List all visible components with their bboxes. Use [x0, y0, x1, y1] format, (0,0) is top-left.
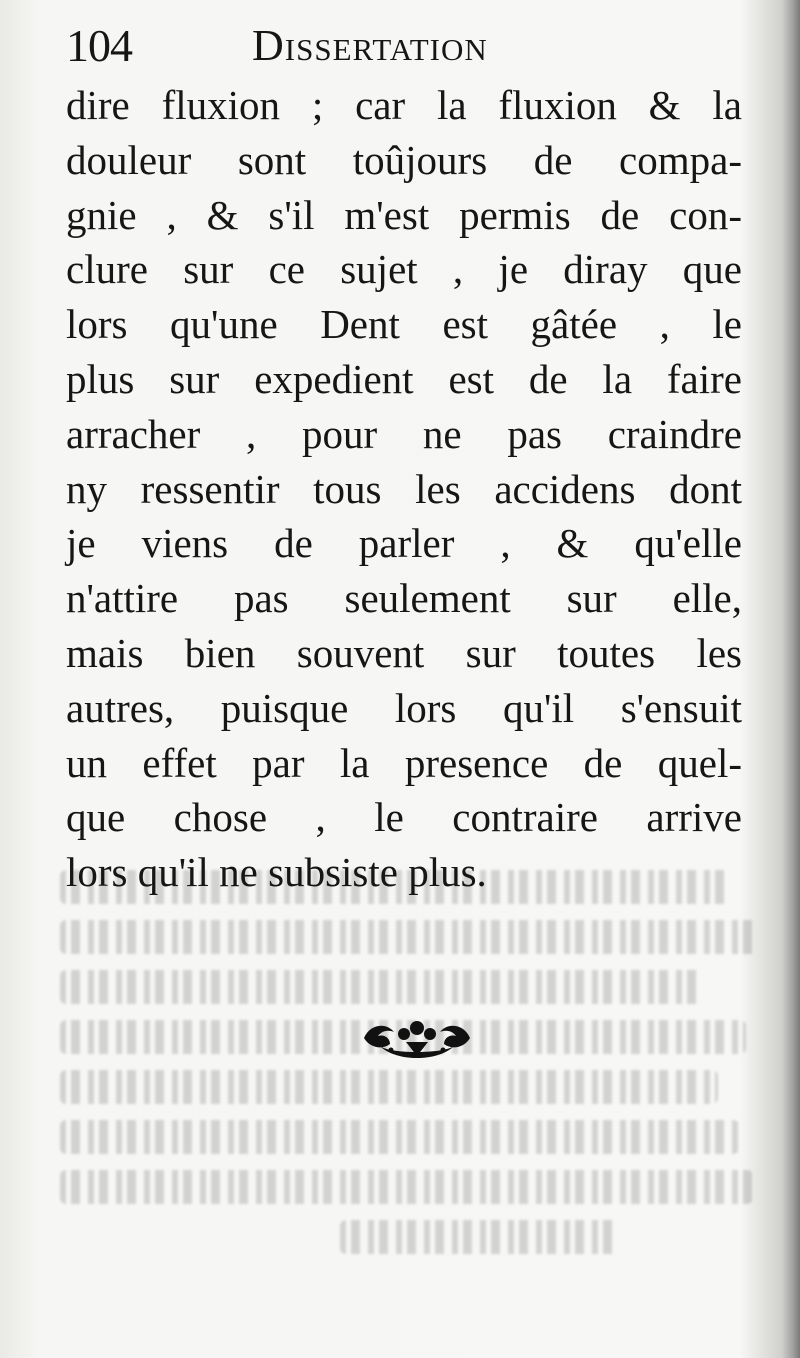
text-line: dire fluxion ; car la fluxion & la: [66, 82, 742, 128]
text-line: autres, puisque lors qu'il s'ensuit: [66, 684, 742, 731]
text-line: lors qu'une Dent est gâtée , le: [66, 301, 742, 348]
page-number: 104: [66, 20, 132, 71]
text-line: que chose , le contraire arrive: [66, 794, 742, 841]
text-line: douleur sont toûjours de compa-: [66, 136, 742, 183]
show-through-text: [60, 870, 760, 1290]
page-header: [66, 18, 686, 78]
page-edge-shadow: [782, 0, 800, 1358]
text-line: mais bien souvent sur toutes les: [66, 629, 742, 676]
text-line: ny ressentir tous les accidens dont: [66, 465, 742, 512]
text-line: plus sur expedient est de la faire: [66, 355, 742, 402]
text-line: gnie , & s'il m'est permis de con-: [66, 191, 742, 238]
running-head: Dissertation: [252, 21, 488, 70]
fleuron-icon: [360, 1016, 474, 1064]
text-line: je viens de parler , & qu'elle: [66, 520, 742, 567]
text-line: un effet par la presence de quel-: [66, 739, 742, 786]
text-line: arracher , pour ne pas craindre: [66, 410, 742, 457]
text-line: lors qu'il ne subsiste plus.: [66, 849, 487, 896]
text-line: n'attire pas seulement sur elle,: [66, 575, 742, 622]
body-text: [66, 78, 742, 900]
text-line: clure sur ce sujet , je diray que: [66, 246, 742, 293]
